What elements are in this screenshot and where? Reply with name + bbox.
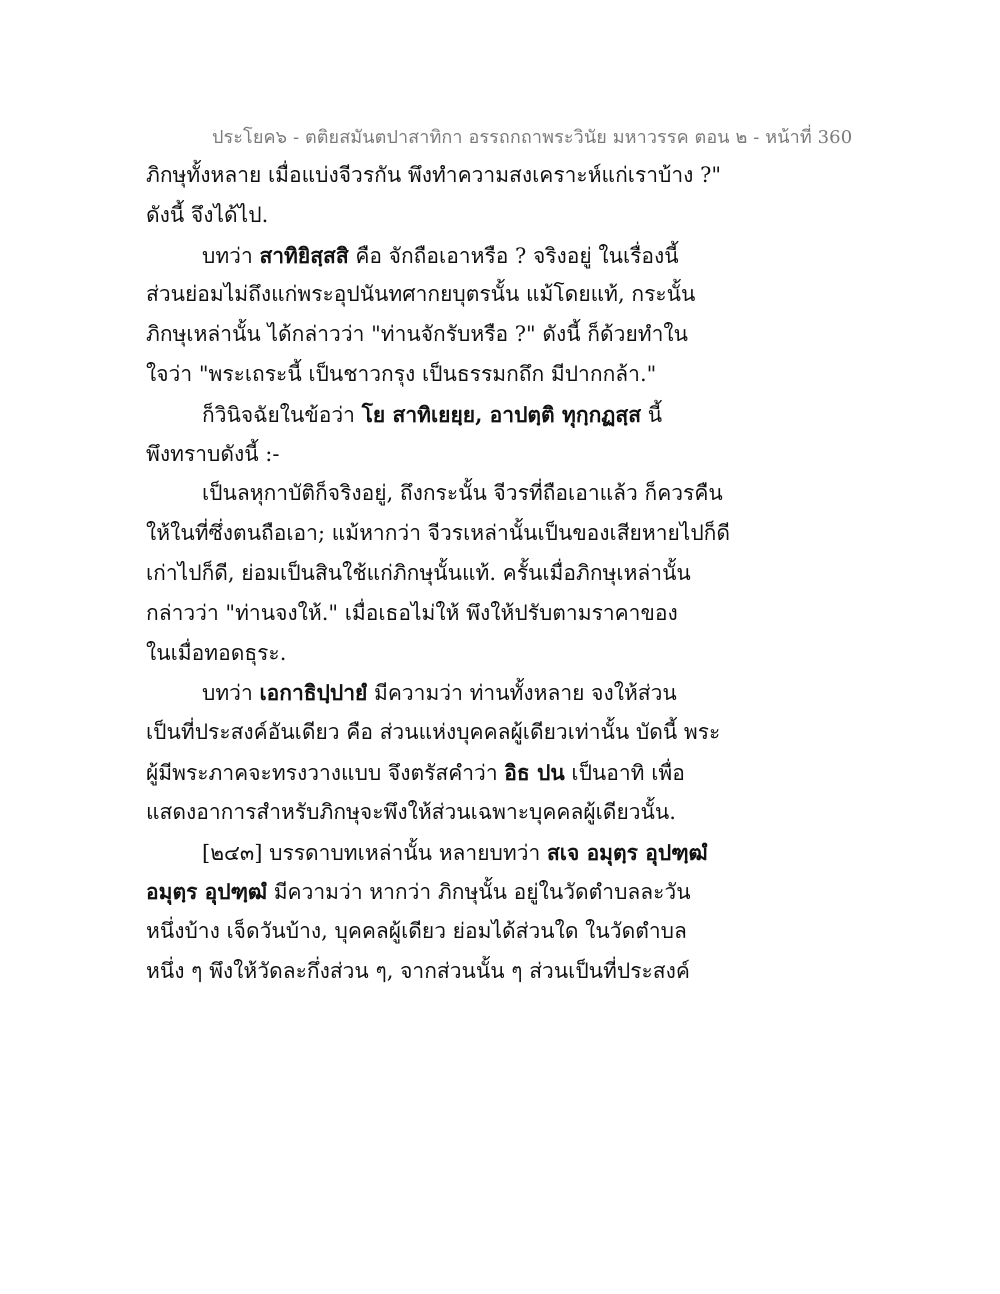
text-run: ผู้มีพระภาคจะทรงวางแบบ จึงตรัสคำว่า	[146, 760, 505, 785]
text-line	[146, 196, 846, 236]
text-run: คือ จักถือเอาหรือ ? จริงอยู่ ในเรื่องนี้	[348, 243, 679, 268]
text-line	[146, 315, 846, 355]
text-line	[146, 514, 846, 554]
bold-term: เอกาธิปฺปายํ	[259, 680, 368, 706]
text-line	[146, 474, 846, 514]
text-line	[146, 872, 846, 912]
text-line	[146, 395, 846, 435]
running-header: ประโยค๖ - ตติยสมันตปาสาทิกา อรรถกถาพระวินัย มหาวรรค ตอน ๒ - หน้าที่ 360	[212, 127, 853, 148]
text-run: เป็นที่ประสงค์อันเดียว คือ ส่วนแห่งบุคคลผู้เดียวเท่านั้น บัดนี้ พระ	[146, 720, 721, 745]
text-line	[146, 793, 846, 833]
text-line	[146, 753, 846, 793]
bold-term: โย สาทิเยยฺย, อาปตฺติ ทุกฺกฏสฺส	[361, 401, 642, 427]
text-run: ส่วนย่อมไม่ถึงแก่พระอุปนันทศากยบุตรนั้น แม้โดยแท้, กระนั้น	[146, 282, 696, 307]
text-run: บทว่า	[202, 243, 260, 268]
text-line	[146, 713, 846, 753]
text-line	[146, 236, 846, 276]
text-run: นี้	[641, 402, 663, 427]
text-line	[146, 833, 846, 873]
text-run: หนึ่ง ๆ พึงให้วัดละกึ่งส่วน ๆ, จากส่วนนั้น ๆ ส่วนเป็นที่ประสงค์	[146, 958, 690, 983]
text-line	[146, 673, 846, 713]
text-run: ในเมื่อทอดธุระ.	[146, 640, 287, 665]
text-line	[146, 156, 846, 196]
text-run: เป็นอาทิ เพื่อ	[564, 760, 685, 785]
bold-term: อมุตฺร อุปฑฺฒํ	[146, 879, 268, 905]
text-run: มีความว่า หากว่า ภิกษุนั้น อยู่ในวัดตำบลละวัน	[267, 880, 691, 905]
text-run: เป็นลหุกาบัติก็จริงอยู่, ถึงกระนั้น จีวรที่ถือเอาแล้ว ก็ควรคืน	[202, 481, 723, 506]
text-line	[146, 952, 846, 992]
text-run: ภิกษุทั้งหลาย เมื่อแบ่งจีวรกัน พึงทำความสงเคราะห์แก่เราบ้าง ?"	[146, 163, 722, 187]
text-run: กล่าวว่า "ท่านจงให้." เมื่อเธอไม่ให้ พึงให้ปรับตามราคาของ	[146, 600, 678, 625]
text-run: แสดงอาการสำหรับภิกษุจะพึงให้ส่วนเฉพาะบุคคลผู้เดียวนั้น.	[146, 799, 676, 824]
body-text	[146, 156, 846, 992]
bold-term: อิธ ปน	[504, 759, 565, 785]
text-run: หนึ่งบ้าง เจ็ดวันบ้าง, บุคคลผู้เดียว ย่อมได้ส่วนใด ในวัดตำบล	[146, 919, 687, 944]
text-run: ใจว่า "พระเถระนี้ เป็นชาวกรุง เป็นธรรมกถึก มีปากกล้า."	[146, 361, 657, 386]
text-run: บทว่า	[202, 681, 260, 706]
text-run: [๒๔๓] บรรดาบทเหล่านั้น หลายบทว่า	[202, 840, 547, 865]
text-run: เก่าไปก็ดี, ย่อมเป็นสินใช้แก่ภิกษุนั้นแท้. ครั้นเมื่อภิกษุเหล่านั้น	[146, 560, 691, 585]
text-line	[146, 594, 846, 634]
text-run: พึงทราบดังนี้ :-	[146, 441, 280, 466]
text-run: ดังนี้ จึงได้ไป.	[146, 202, 269, 227]
text-line	[146, 912, 846, 952]
bold-term: สาทิยิสฺสสิ	[259, 242, 349, 268]
text-run: ให้ในที่ซึ่งตนถือเอา; แม้หากว่า จีวรเหล่านั้นเป็นของเสียหายไปก็ดี	[146, 521, 731, 546]
text-line	[146, 355, 846, 395]
text-line	[146, 435, 846, 475]
text-run: ภิกษุเหล่านั้น ได้กล่าวว่า "ท่านจักรับหรือ ?" ดังนี้ ก็ด้วยทำใน	[146, 322, 688, 347]
text-line	[146, 554, 846, 594]
text-line	[146, 634, 846, 674]
text-run: มีความว่า ท่านทั้งหลาย จงให้ส่วน	[367, 681, 677, 706]
bold-term: สเจ อมุตฺร อุปฑฺฒํ	[546, 839, 708, 865]
text-run: ก็วินิจฉัยในข้อว่า	[202, 402, 362, 427]
text-line	[146, 275, 846, 315]
